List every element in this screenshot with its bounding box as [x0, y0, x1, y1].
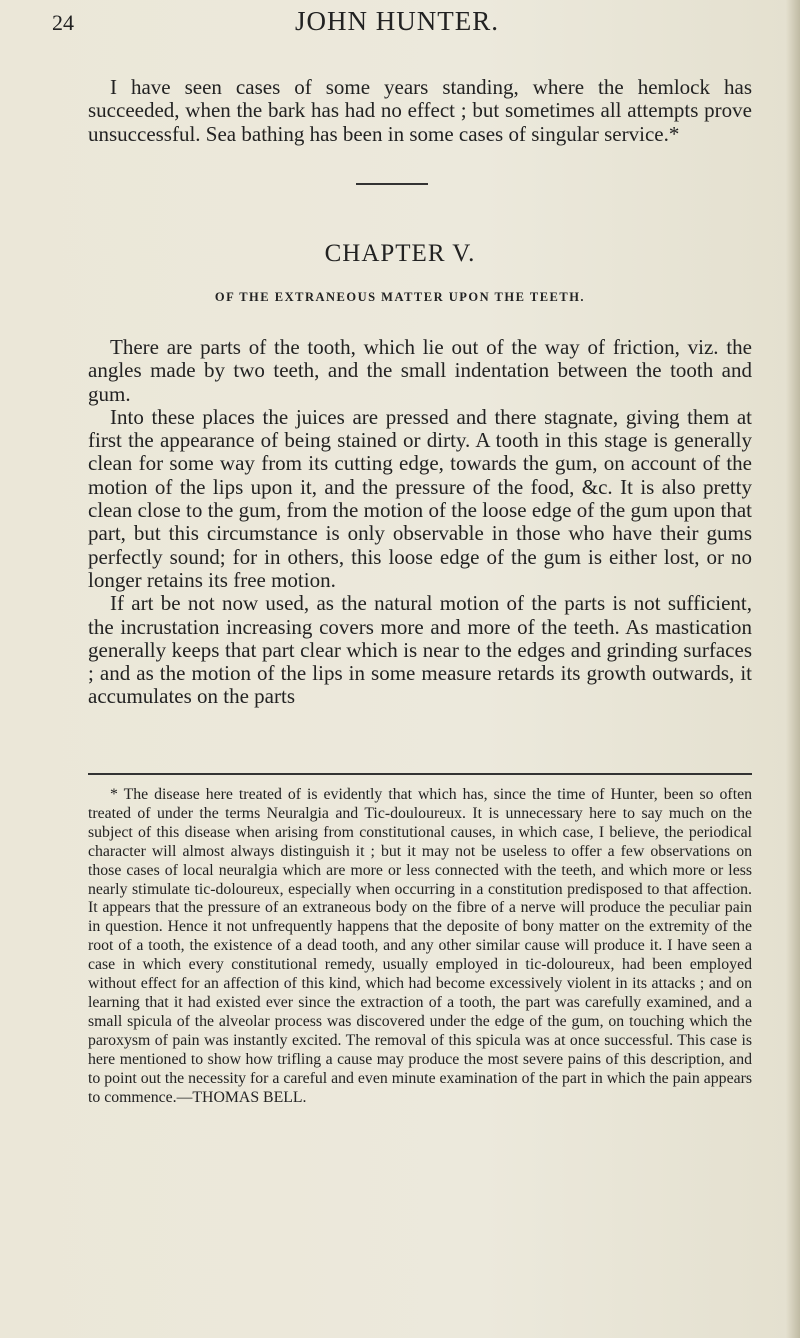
intro-paragraph: I have seen cases of some years standing, where the hemlock has succeeded, when the bark has had no effect ; but sometimes all attempts prove unsuccessful. Sea bathing has been in some cases of singular service.* [88, 75, 752, 146]
running-head: JOHN HUNTER. [295, 6, 499, 36]
footnote [88, 786, 752, 1107]
body-paragraph: If art be not now used, as the natural motion of the parts is not sufficient, the incrustation increasing covers more and more of the teeth. As mastication generally keeps that part clear which is near to the edges and grinding surfaces ; and as the motion of the lips in some measure retards its growth outwards, it accumulates on the parts [88, 591, 752, 709]
body-paragraph: Into these places the juices are pressed and there stagnate, giving them at first the appearance of being stained or dirty. A tooth in this stage is generally clean for some way from its cutting edge, towards the gum, on account of the motion of the lips upon it, and the pressure of the food, &c. It is also pretty clean close to the gum, from the motion of the loose edge of the gum upon that part, but this circumstance is only observable in those who have their gums perfectly sound; for in others, this loose edge of the gum is either lost, or no longer retains its free motion. [88, 404, 752, 592]
section-divider [356, 183, 428, 185]
page-edge-shadow [786, 0, 800, 1338]
chapter-body [88, 336, 752, 709]
chapter-subtitle: OF THE EXTRANEOUS MATTER UPON THE TEETH. [214, 290, 586, 304]
chapter-title: CHAPTER V. [324, 240, 476, 267]
page-header [52, 6, 742, 42]
body-paragraph: There are parts of the tooth, which lie out of the way of friction, viz. the angles made by two teeth, and the small indentation between the tooth and gum. [88, 335, 752, 406]
footnote-text: * The disease here treated of is evidently that which has, since the time of Hunter, been so often treated of under the terms Neuralgia and Tic-douloureux. It is unnecessary here to say much on the subject of this disease when arising from constitutional causes, in which case, I believe, the periodical character will almost always distinguish it ; but it may not be useless to offer a few observations on those cases of local neuralgia which are more or less connected with the teeth, and which more or less nearly stimulate tic-doloureux, especially when occurring in a constitution predisposed to that affection. It appears that the pressure of an extraneous body on the fibre of a nerve will produce the peculiar pain in question. Hence it not unfrequently happens that the deposite of bony matter on the extremity of the root of a tooth, the existence of a dead tooth, and any other similar cause will produce it. I have seen a case in which every constitutional remedy, usually employed in tic-doloureux, had been employed without effect for an affection of this kind, which had become excessively violent in its attacks ; and on learning that it had existed ever since the extraction of a tooth, the part was carefully examined, and a small spicula of the alveolar process was discovered under the edge of the gum, on touching which the paroxysm of pain was instantly excited. The removal of this spicula was at once successful. This case is here mentioned to show how trifling a cause may produce the most severe pains of this description, and to point out the necessity for a careful and even minute examination of the part in which the pain appears to commence.—THOMAS BELL. [88, 786, 752, 1106]
intro-text [88, 76, 752, 146]
footnote-divider [88, 773, 752, 775]
page-number: 24 [52, 10, 74, 35]
